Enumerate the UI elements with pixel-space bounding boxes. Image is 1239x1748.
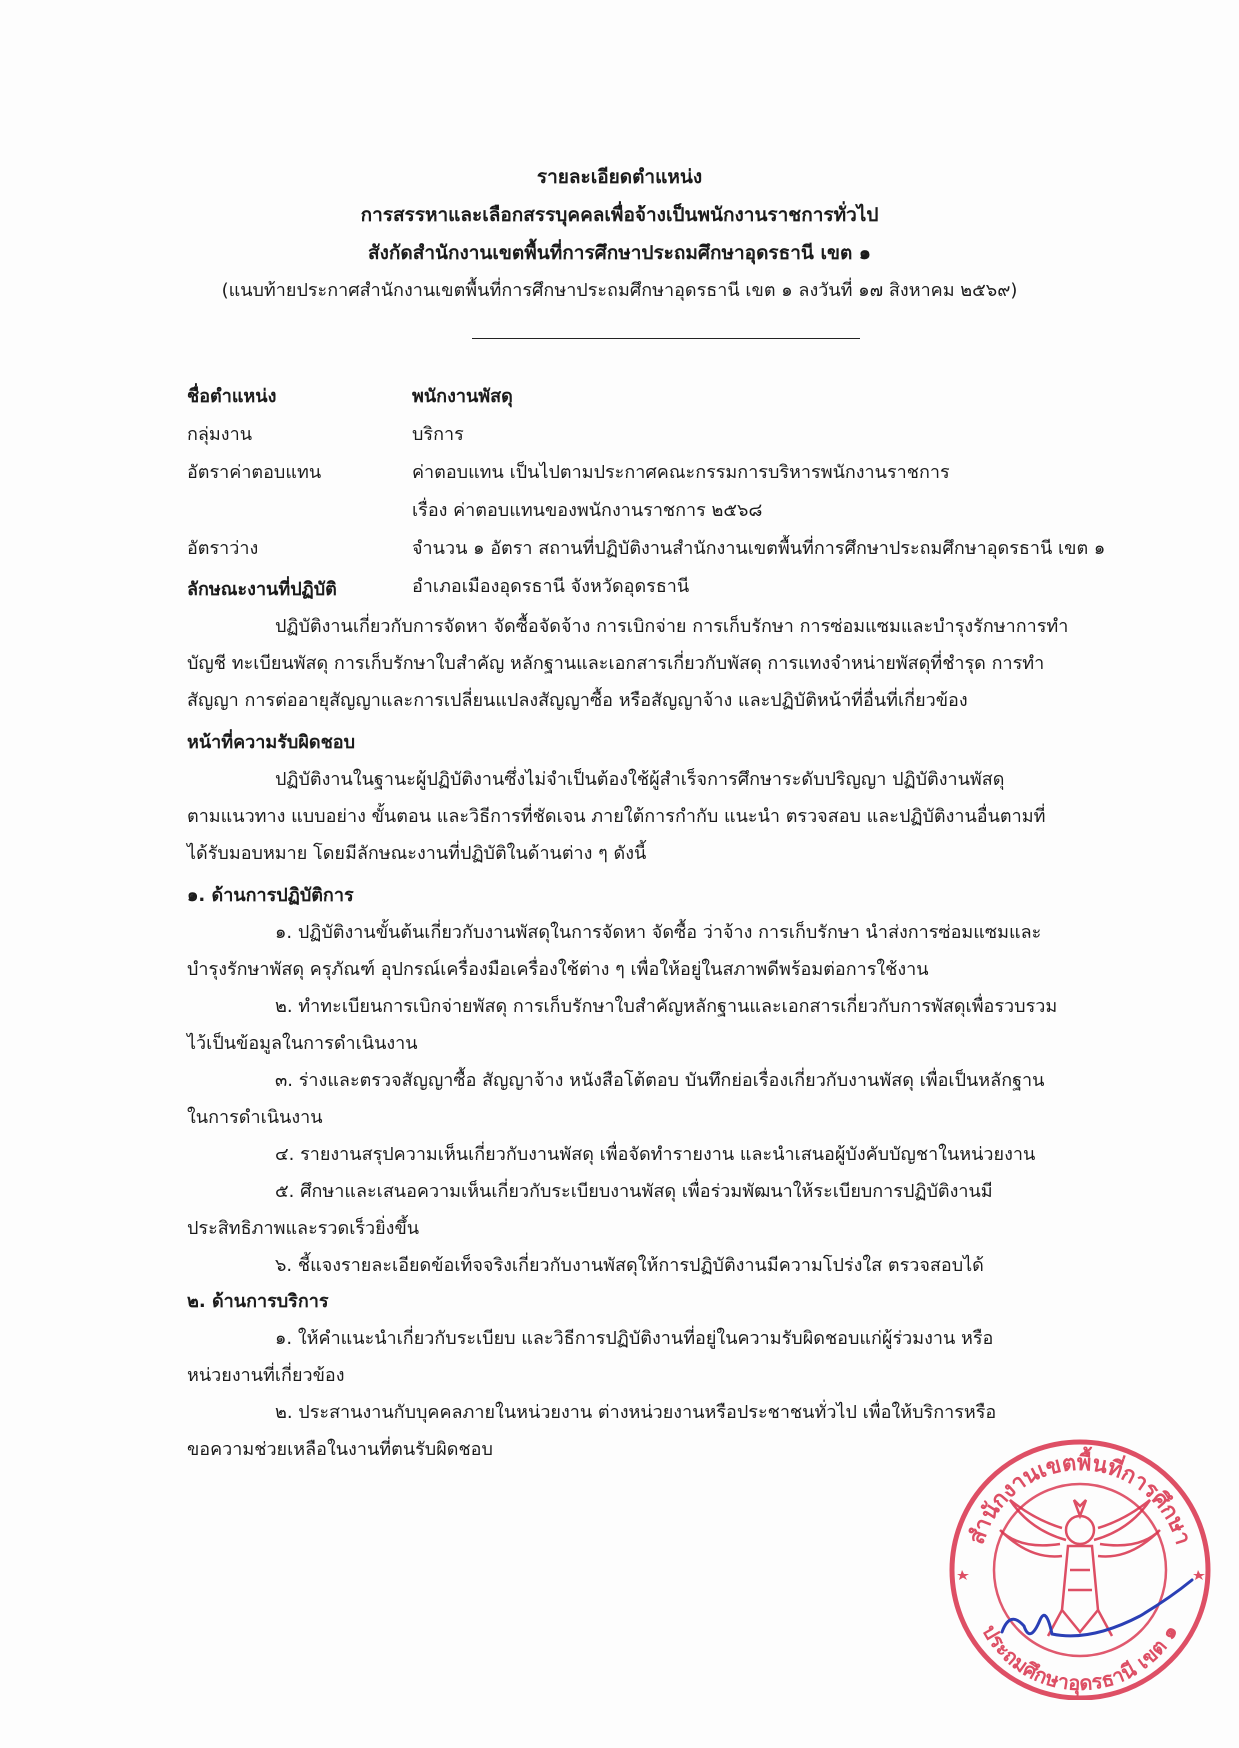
nature-paragraph — [187, 608, 1127, 719]
pay-line: เรื่อง ค่าตอบแทนของพนักงานราชการ ๒๕๖๘ — [412, 500, 763, 521]
operations-item-line: ไว้เป็นข้อมูลในการดำเนินงาน — [187, 1033, 418, 1054]
nature-heading: ลักษณะงานที่ปฏิบัติ — [187, 579, 337, 600]
service-item-line: ๒. ประสานงานกับบุคคลภายในหน่วยงาน ต่างหน่วยงานหรือประชาชนทั่วไป เพื่อให้บริการหรือ — [275, 1402, 997, 1423]
position-value: พนักงานพัสดุ — [412, 386, 513, 407]
official-seal — [940, 1420, 1220, 1700]
garuda-emblem-icon — [1000, 1500, 1160, 1636]
nature-line: สัญญา การต่ออายุสัญญาและการเปลี่ยนแปลงสัญญาซื้อ หรือสัญญาจ้าง และปฏิบัติหน้าที่อื่นที่เกี่ยวข้อง — [187, 690, 968, 711]
operations-list — [187, 914, 1127, 1284]
operations-item-line: ๖. ชี้แจงรายละเอียดข้อเท็จจริงเกี่ยวกับงานพัสดุให้การปฏิบัติงานมีความโปร่งใส ตรวจสอบได้ — [275, 1255, 984, 1276]
vacancy-line: จำนวน ๑ อัตรา สถานที่ปฏิบัติงานสำนักงานเขตพื้นที่การศึกษาประถมศึกษาอุดรธานี เขต ๑ — [412, 538, 1106, 559]
header-title-2: การสรรหาและเลือกสรรบุคคลเพื่อจ้างเป็นพนักงานราชการทั่วไป — [360, 204, 879, 226]
nature-line: ปฏิบัติงานเกี่ยวกับการจัดหา จัดซื้อจัดจ้าง การเบิกจ่าย การเก็บรักษา การซ่อมแซมและบำรุงรักษาการทำ — [275, 616, 1069, 637]
operations-item-line: ในการดำเนินงาน — [187, 1107, 323, 1128]
vacancy-label: อัตราว่าง — [187, 538, 259, 559]
service-item-line: ขอความช่วยเหลือในงานที่ตนรับผิดชอบ — [187, 1439, 493, 1460]
duties-paragraph — [187, 761, 1127, 872]
list-item — [187, 914, 1127, 988]
operations-item-line: ๓. ร่างและตรวจสัญญาซื้อ สัญญาจ้าง หนังสือโต้ตอบ บันทึกย่อเรื่องเกี่ยวกับงานพัสดุ เพื่อเป็นหลักฐาน — [275, 1070, 1045, 1091]
operations-item-line: ๑. ปฏิบัติงานขั้นต้นเกี่ยวกับงานพัสดุในการจัดหา จัดซื้อ ว่าจ้าง การเก็บรักษา นำส่งการซ่อมแซมและ — [275, 922, 1042, 943]
header-title-1: รายละเอียดตำแหน่ง — [536, 166, 703, 188]
pay-label: อัตราค่าตอบแทน — [187, 462, 322, 483]
seal-text-top: สำนักงานเขตพื้นที่การศึกษา — [964, 1450, 1196, 1548]
group-value: บริการ — [412, 424, 464, 445]
duties-line: ได้รับมอบหมาย โดยมีลักษณะงานที่ปฏิบัติในด้านต่าง ๆ ดังนี้ — [187, 843, 647, 864]
list-item — [187, 1136, 1127, 1173]
pay-line: ค่าตอบแทน เป็นไปตามประกาศคณะกรรมการบริหารพนักงานราชการ — [412, 462, 950, 483]
operations-item-line: ๕. ศึกษาและเสนอความเห็นเกี่ยวกับระเบียบงานพัสดุ เพื่อร่วมพัฒนาให้ระเบียบการปฏิบัติงานมี — [275, 1181, 993, 1202]
group-label: กลุ่มงาน — [187, 424, 252, 445]
header-title-3: สังกัดสำนักงานเขตพื้นที่การศึกษาประถมศึกษาอุดรธานี เขต ๑ — [368, 242, 871, 264]
duties-line: ปฏิบัติงานในฐานะผู้ปฏิบัติงานซึ่งไม่จำเป็นต้องใช้ผู้สำเร็จการศึกษาระดับปริญญา ปฏิบัติงานพัสดุ — [275, 769, 1005, 790]
service-item-line: หน่วยงานที่เกี่ยวข้อง — [187, 1365, 345, 1386]
service-heading: ๒. ด้านการบริการ — [187, 1291, 329, 1312]
operations-item-line: ประสิทธิภาพและรวดเร็วยิ่งขึ้น — [187, 1218, 420, 1239]
seal-text-bottom: ประถมศึกษาอุดรธานี เขต ๑ — [977, 1620, 1183, 1696]
duties-line: ตามแนวทาง แบบอย่าง ขั้นตอน และวิธีการที่ชัดเจน ภายใต้การกำกับ แนะนำ ตรวจสอบ และปฏิบัติงานอื่นตามที่ — [187, 806, 1046, 827]
operations-item-line: ๔. รายงานสรุปความเห็นเกี่ยวกับงานพัสดุ เพื่อจัดทำรายงาน และนำเสนอผู้บังคับบัญชาในหน่วยงาน — [275, 1144, 1036, 1165]
info-row-position — [187, 378, 1167, 416]
list-item — [187, 988, 1127, 1062]
position-label: ชื่อตำแหน่ง — [187, 386, 277, 407]
document-body — [187, 572, 1127, 1468]
list-item — [187, 1247, 1127, 1284]
document-header — [0, 158, 1239, 310]
header-subtitle: (แนบท้ายประกาศสำนักงานเขตพื้นที่การศึกษาประถมศึกษาอุดรธานี เขต ๑ ลงวันที่ ๑๗ สิงหาคม ๒๕๖๙) — [221, 280, 1018, 301]
nature-line: บัญชี ทะเบียนพัสดุ การเก็บรักษาใบสำคัญ หลักฐานและเอกสารเกี่ยวกับพัสดุ การแทงจำหน่ายพัสดุที่ชำรุด การทำ — [187, 653, 1045, 674]
operations-item-line: ๒. ทำทะเบียนการเบิกจ่ายพัสดุ การเก็บรักษาใบสำคัญหลักฐานและเอกสารเกี่ยวกับการพัสดุเพื่อรวบรวม — [275, 996, 1058, 1017]
operations-heading: ๑. ด้านการปฏิบัติการ — [187, 885, 354, 906]
vacancy-line: อำเภอเมืองอุดรธานี จังหวัดอุดรธานี — [412, 576, 690, 597]
operations-item-line: บำรุงรักษาพัสดุ ครุภัณฑ์ อุปกรณ์เครื่องมือเครื่องใช้ต่าง ๆ เพื่อให้อยู่ในสภาพดีพร้อมต่อการใช้งาน — [187, 959, 929, 980]
list-item — [187, 1062, 1127, 1136]
service-item-line: ๑. ให้คำแนะนำเกี่ยวกับระเบียบ และวิธีการปฏิบัติงานที่อยู่ในความรับผิดชอบแก่ผู้ร่วมงาน หรือ — [275, 1328, 994, 1349]
info-row-pay — [187, 454, 1167, 530]
duties-heading: หน้าที่ความรับผิดชอบ — [187, 732, 356, 753]
header-divider — [472, 338, 860, 339]
info-row-group — [187, 416, 1167, 454]
list-item — [187, 1320, 1127, 1394]
list-item — [187, 1173, 1127, 1247]
